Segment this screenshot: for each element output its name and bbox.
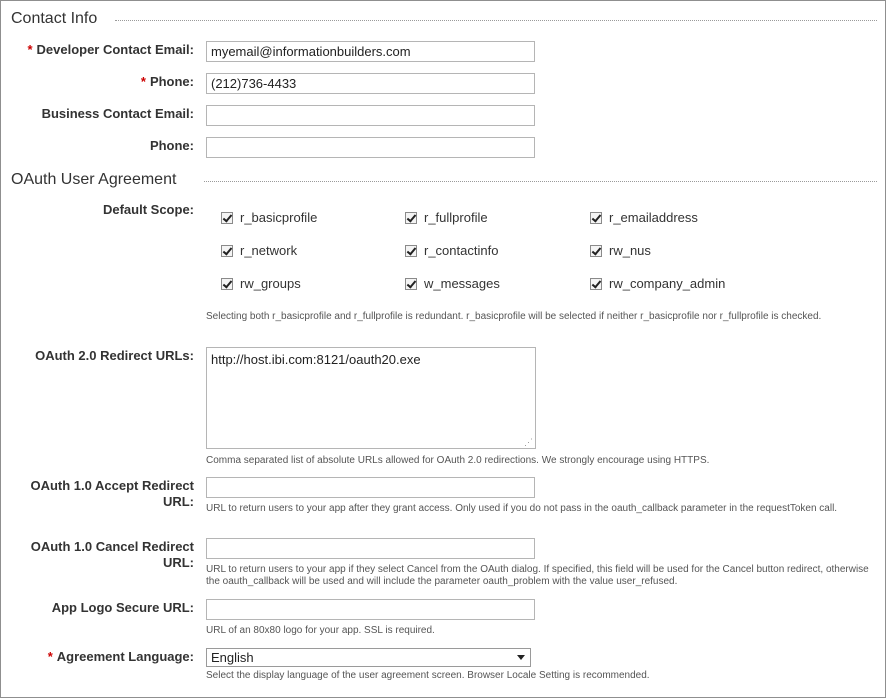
redirect-urls-label: OAuth 2.0 Redirect URLs: [35,348,194,363]
default-scope-label: Default Scope: [102,202,194,217]
scope-label: w_messages [424,276,500,291]
developer-email-label [27,42,194,58]
agreement-language-value: English [211,650,254,665]
section-divider [204,181,877,182]
contact-info-heading: Contact Info [11,10,98,27]
accept-redirect-hint: URL to return users to your app after they grant access. Only used if you do not pass in the oauth_callback parameter in the requestToken call. [206,503,838,514]
scope-checkbox-r-emailaddress[interactable] [590,210,698,225]
agreement-language-hint: Select the display language of the user agreement screen. Browser Locale Setting is recommended. [206,670,650,681]
business-email-input[interactable] [206,105,535,126]
logo-url-hint: URL of an 80x80 logo for your app. SSL is required. [206,625,435,636]
developer-email-input[interactable]: myemail@informationbuilders.com [206,41,535,62]
checkbox-checked-icon[interactable] [221,278,233,290]
agreement-language-label [48,649,194,665]
checkbox-checked-icon[interactable] [405,212,417,224]
scope-label: rw_groups [240,276,301,291]
redirect-urls-value: http://host.ibi.com:8121/oauth20.exe [211,352,421,367]
agreement-language-label-text: Agreement Language: [56,649,194,664]
logo-url-input[interactable] [206,599,535,620]
business-phone-label: Phone: [149,138,194,153]
scope-hint: Selecting both r_basicprofile and r_fullprofile is redundant. r_basicprofile will be selected if neither r_basicprofile nor r_fullprofile is checked. [206,311,822,322]
checkbox-checked-icon[interactable] [221,212,233,224]
business-email-label: Business Contact Email: [41,106,194,121]
required-marker: * [140,74,146,89]
redirect-urls-hint: Comma separated list of absolute URLs allowed for OAuth 2.0 redirections. We strongly encourage using HTTPS. [206,455,710,466]
redirect-urls-textarea[interactable] [206,347,536,449]
scope-label: r_emailaddress [609,210,698,225]
scope-checkbox-w-messages[interactable] [405,276,500,291]
checkbox-checked-icon[interactable] [590,245,602,257]
developer-email-label-text: Developer Contact Email: [36,42,194,57]
agreement-language-select[interactable] [206,648,531,667]
scope-checkbox-r-contactinfo[interactable] [405,243,498,258]
phone-input[interactable]: (212)736-4433 [206,73,535,94]
scope-label: r_basicprofile [240,210,318,225]
scope-label: rw_nus [609,243,651,258]
phone-label-text: Phone: [149,74,194,89]
phone-label [141,74,194,90]
scope-checkbox-r-network[interactable] [221,243,297,258]
accept-redirect-input[interactable] [206,477,535,498]
scope-checkbox-r-fullprofile[interactable] [405,210,488,225]
checkbox-checked-icon[interactable] [405,278,417,290]
scope-label: r_network [240,243,298,258]
cancel-redirect-input[interactable] [206,538,535,559]
resize-grip-icon[interactable]: ⋰ [524,437,533,447]
scope-checkbox-rw-company-admin[interactable] [590,276,725,291]
logo-url-label: App Logo Secure URL: [51,600,194,615]
chevron-down-icon[interactable] [517,655,525,660]
required-marker: * [27,42,33,57]
business-phone-input[interactable] [206,137,535,158]
scope-label: r_contactinfo [424,243,499,258]
cancel-redirect-hint: URL to return users to your app if they select Cancel from the OAuth dialog. If specified, this field will be used for the Cancel button redirect, otherwise the oauth_callback will be used and will include the parameter oauth_problem with the value user_refused. [206,564,869,587]
cancel-redirect-label: OAuth 1.0 Cancel Redirect URL: [30,539,194,570]
checkbox-checked-icon[interactable] [405,245,417,257]
oauth-heading: OAuth User Agreement [11,171,177,188]
scope-label: r_fullprofile [424,210,488,225]
section-divider [115,20,877,21]
scope-checkbox-rw-nus[interactable] [590,243,651,258]
checkbox-checked-icon[interactable] [590,212,602,224]
scope-label: rw_company_admin [609,276,726,291]
checkbox-checked-icon[interactable] [590,278,602,290]
scope-checkbox-r-basicprofile[interactable] [221,210,317,225]
checkbox-checked-icon[interactable] [221,245,233,257]
required-marker: * [47,649,53,664]
scope-checkbox-rw-groups[interactable] [221,276,301,291]
accept-redirect-label: OAuth 1.0 Accept Redirect URL: [30,478,194,509]
